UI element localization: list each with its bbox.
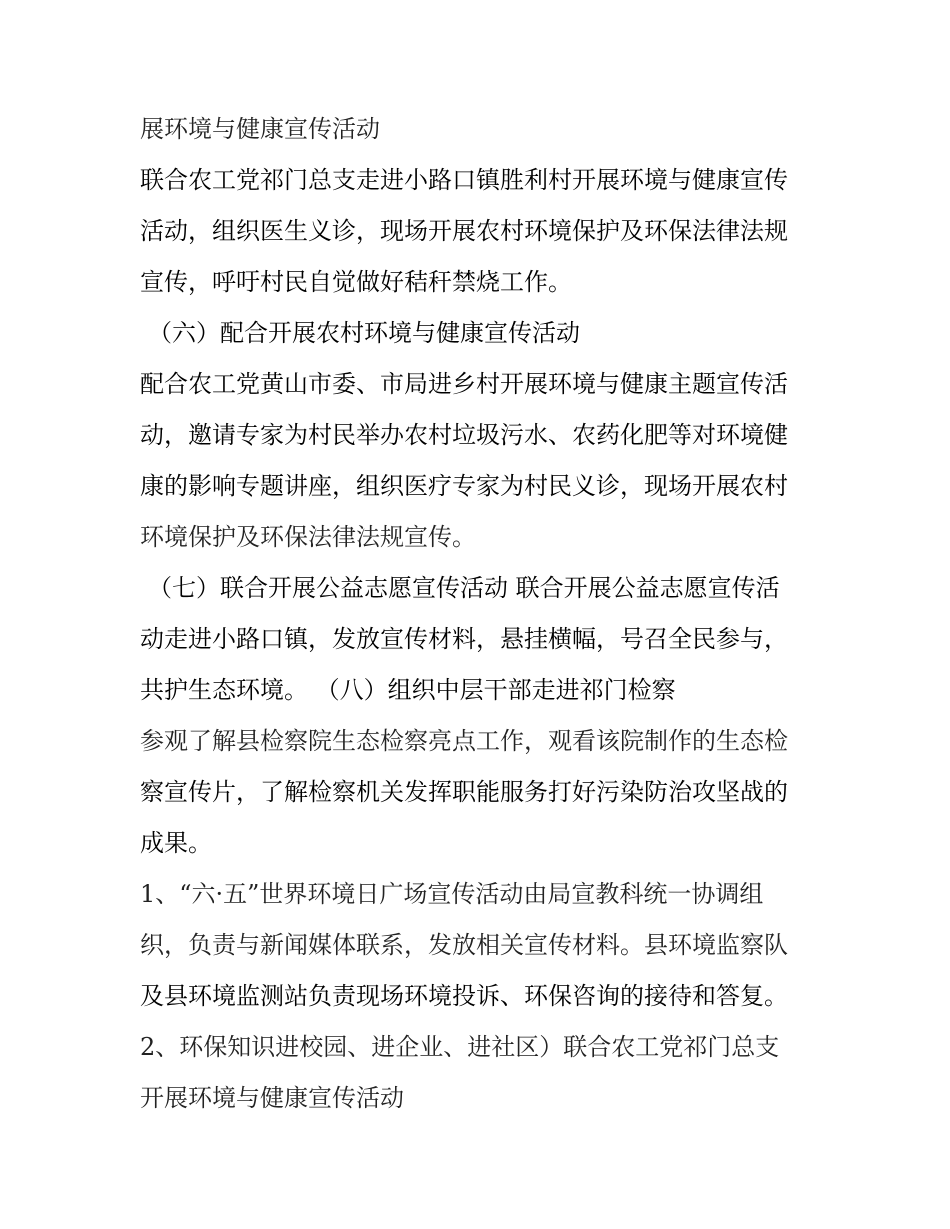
text-line-20: 开展环境与健康宣传活动: [140, 1084, 404, 1112]
text-line-3: 活动，组织医生义诊，现场开展农村环境保护及环保法律法规: [140, 217, 788, 245]
text-line-7: 动，邀请专家为村民举办农村垃圾污水、农药化肥等对环境健: [140, 421, 788, 449]
text-line-9: 环境保护及环保法律法规宣传。: [140, 523, 476, 551]
list-item-2: 2、环保知识进校园、进企业、进社区）联合农工党祁门总支: [140, 1033, 780, 1061]
list-item-1: 1、“六·五”世界环境日广场宣传活动由局宣教科统一协调组: [140, 880, 764, 908]
text-line-15: 成果。: [140, 829, 212, 857]
text-line-13: 参观了解县检察院生态检察亮点工作，观看该院制作的生态检: [140, 727, 788, 755]
text-line-17: 织，负责与新闻媒体联系，发放相关宣传材料。县环境监察队: [140, 931, 788, 959]
text-line-4: 宣传，呼吁村民自觉做好秸秆禁烧工作。: [140, 268, 572, 296]
text-line-18: 及县环境监测站负责现场环境投诉、环保咨询的接待和答复。: [140, 982, 788, 1010]
text-line-14: 察宣传片，了解检察机关发挥职能服务打好污染防治攻坚战的: [140, 778, 788, 806]
text-line-2: 联合农工党祁门总支走进小路口镇胜利村开展环境与健康宣传: [140, 166, 788, 194]
text-line-6: 配合农工党黄山市委、市局进乡村开展环境与健康主题宣传活: [140, 370, 788, 398]
text-line-1: 展环境与健康宣传活动: [140, 115, 380, 143]
text-line-11: 动走进小路口镇，发放宣传材料，悬挂横幅，号召全民参与，: [140, 625, 788, 653]
section-heading-six: （六）配合开展农村环境与健康宣传活动: [148, 319, 580, 347]
section-heading-eight: 共护生态环境。 （八）组织中层干部走进祁门检察: [140, 676, 676, 704]
section-heading-seven: （七）联合开展公益志愿宣传活动 联合开展公益志愿宣传活: [148, 574, 780, 602]
text-line-8: 康的影响专题讲座，组织医疗专家为村民义诊，现场开展农村: [140, 472, 788, 500]
